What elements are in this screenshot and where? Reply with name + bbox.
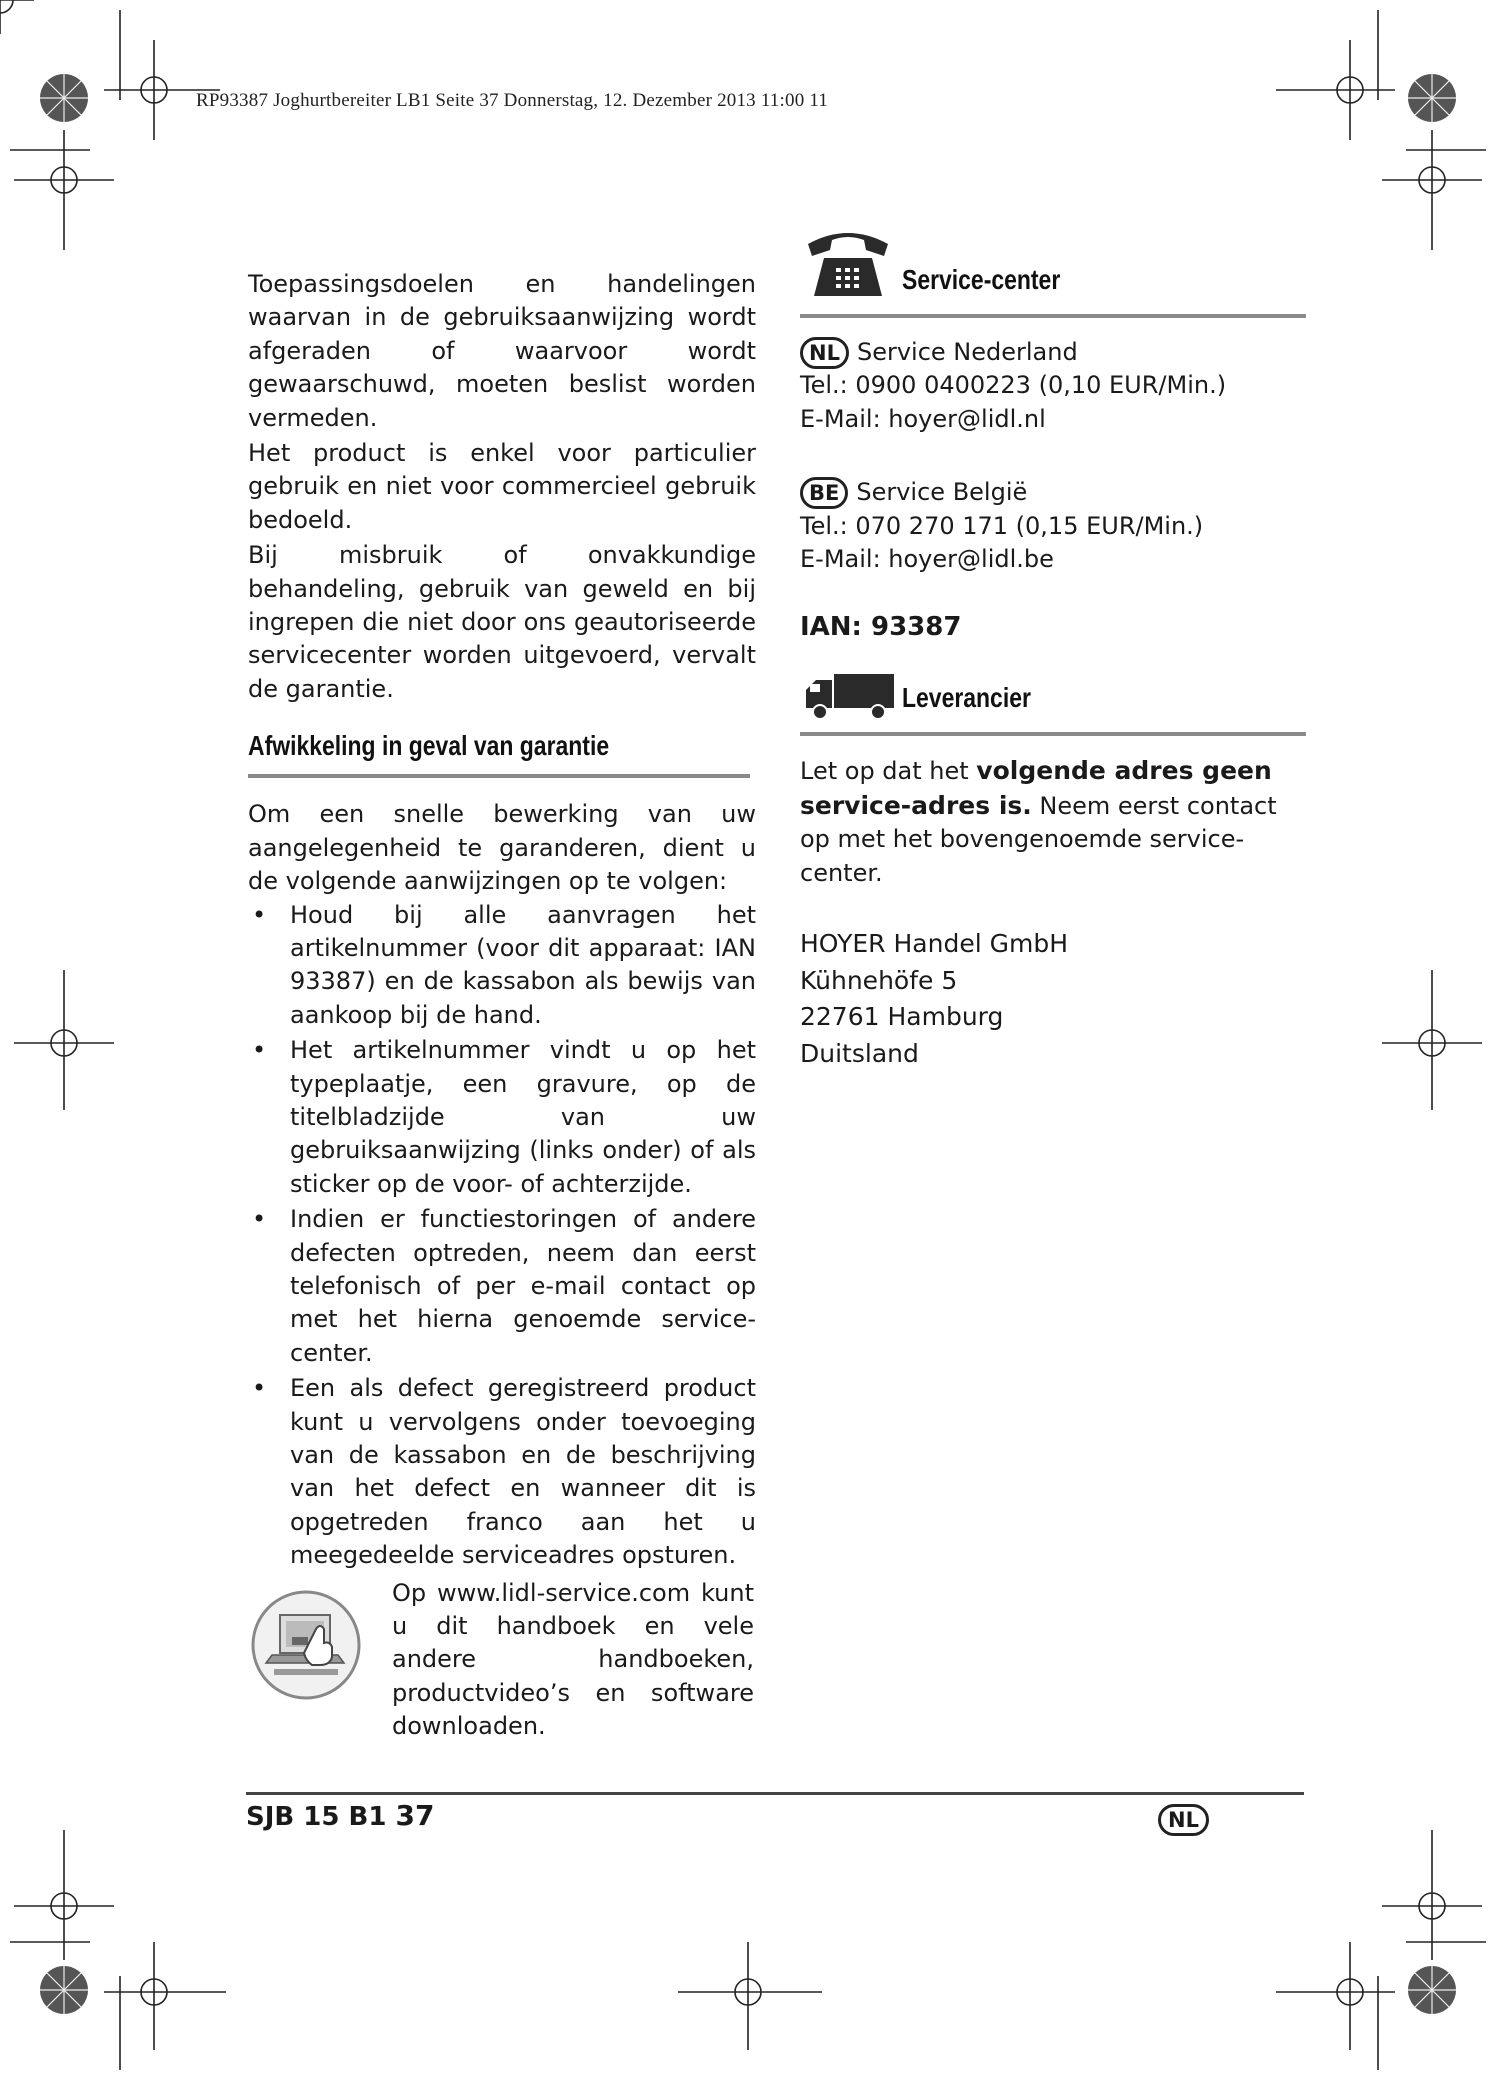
telephone-icon bbox=[804, 222, 892, 302]
bullet-text: Indien er functiestoringen of andere defecten optreden, neem dan eerst telefonisch of per e-mail contact op met het hierna genoemde service-center. bbox=[290, 1205, 756, 1367]
service-entry-nl bbox=[800, 336, 1306, 436]
download-text: Op www.lidl-service.com kunt u dit handboek en vele andere handboeken, productvideo’s en software downloaden. bbox=[392, 1578, 754, 1741]
supplier-header bbox=[800, 670, 1306, 726]
address-line: Kühnehöfe 5 bbox=[800, 965, 958, 995]
address-line: HOYER Handel GmbH bbox=[800, 929, 1068, 959]
footer-rule bbox=[246, 1792, 1304, 1795]
service-name bbox=[800, 336, 1306, 369]
print-slug: RP93387 Joghurtbereiter LB1 Seite 37 Donnerstag, 12. Dezember 2013 11:00 11 bbox=[196, 90, 829, 111]
service-name-text: Service Nederland bbox=[856, 338, 1078, 366]
service-name-text: Service België bbox=[856, 478, 1028, 507]
service-center-header bbox=[800, 222, 1306, 302]
section-intro: Om een snelle bewerking van uw aangelegenheid te garanderen, dient u de volgende aanwijzingen op te volgen: bbox=[248, 800, 756, 896]
intro-paragraph: Toepassingsdoelen en handelingen waarvan in de gebruiksaanwijzing wordt afgeraden of waarvoor wordt gewaarschuwd, moeten beslist worden vermeden. bbox=[248, 270, 756, 432]
footer-model bbox=[246, 1799, 434, 1832]
supplier-note-suffix: Neem eerst contact op met het bovengenoemde service-center. bbox=[800, 791, 1277, 887]
bullet-text: Een als defect geregistreerd product kunt u vervolgens onder toevoeging van de kassabon en de beschrijving van het defect en wanneer dit is opgetreden franco aan het u meegedeelde serviceadres opsturen. bbox=[290, 1374, 756, 1570]
supplier-rule bbox=[800, 732, 1306, 736]
bullet-dot: • bbox=[252, 1374, 267, 1403]
download-block bbox=[248, 1577, 756, 1741]
bullet-text: Houd bij alle aanvragen het artikelnummer (voor dit apparaat: IAN 93387) en de kassabon als bewijs van aankoop bij de hand. bbox=[290, 900, 756, 1029]
footer-language-badge: NL bbox=[1158, 1804, 1209, 1836]
service-tel: Tel.: 0900 0400223 (0,10 EUR/Min.) bbox=[800, 371, 1227, 400]
right-column bbox=[800, 222, 1306, 1072]
address-line: 22761 Hamburg bbox=[800, 1002, 1004, 1032]
intro-paragraph: Bij misbruik of onvakkundige behandeling, gebruik van geweld en bij ingrepen die niet door ons geautoriseerde servicecenter worden uitgevoerd, vervalt de garantie. bbox=[248, 541, 756, 703]
list-item bbox=[248, 1372, 756, 1572]
bullet-text: Het artikelnummer vindt u op het typeplaatje, een gravure, op de titelbladzijde van uw gebruiksaanwijzing (links onder) of als sticker op de voor- of achterzijde. bbox=[290, 1036, 756, 1198]
supplier-note-prefix: Let op dat het bbox=[800, 757, 977, 786]
truck-icon bbox=[804, 672, 896, 722]
supplier-note bbox=[800, 754, 1306, 890]
list-item bbox=[248, 1034, 756, 1201]
section-rule bbox=[248, 774, 750, 778]
service-tel: Tel.: 070 270 171 (0,15 EUR/Min.) bbox=[800, 511, 1204, 540]
left-column bbox=[248, 268, 756, 1741]
list-item bbox=[248, 899, 756, 1033]
address-line: Duitsland bbox=[800, 1038, 919, 1068]
service-name bbox=[800, 476, 1306, 509]
service-center-heading: Service-center bbox=[902, 264, 1061, 295]
section-heading: Afwikkeling in geval van garantie bbox=[248, 730, 610, 762]
service-rule bbox=[800, 314, 1306, 318]
page-number: 37 bbox=[395, 1799, 435, 1832]
bullet-dot: • bbox=[252, 900, 267, 929]
supplier-address bbox=[800, 926, 1306, 1072]
footer-model-text: SJB 15 B1 bbox=[246, 1802, 396, 1832]
laptop-hand-icon bbox=[250, 1589, 362, 1701]
supplier-note-bold: volgende adres geen service-adres is. bbox=[800, 756, 1272, 820]
nl-badge: NL bbox=[800, 337, 849, 369]
list-item bbox=[248, 1203, 756, 1370]
be-badge: BE bbox=[800, 477, 848, 509]
ian-number: IAN: 93387 bbox=[800, 612, 962, 643]
intro-paragraph: Het product is enkel voor particulier gebruik en niet voor commercieel gebruik bedoeld. bbox=[248, 439, 756, 534]
service-email: E-Mail: hoyer@lidl.be bbox=[800, 545, 1054, 574]
bullet-dot: • bbox=[252, 1205, 267, 1234]
service-email: E-Mail: hoyer@lidl.nl bbox=[800, 404, 1046, 433]
bullet-list bbox=[248, 899, 756, 1573]
service-entry-be bbox=[800, 476, 1306, 576]
bullet-dot: • bbox=[252, 1036, 267, 1065]
supplier-heading: Leverancier bbox=[902, 682, 1031, 714]
